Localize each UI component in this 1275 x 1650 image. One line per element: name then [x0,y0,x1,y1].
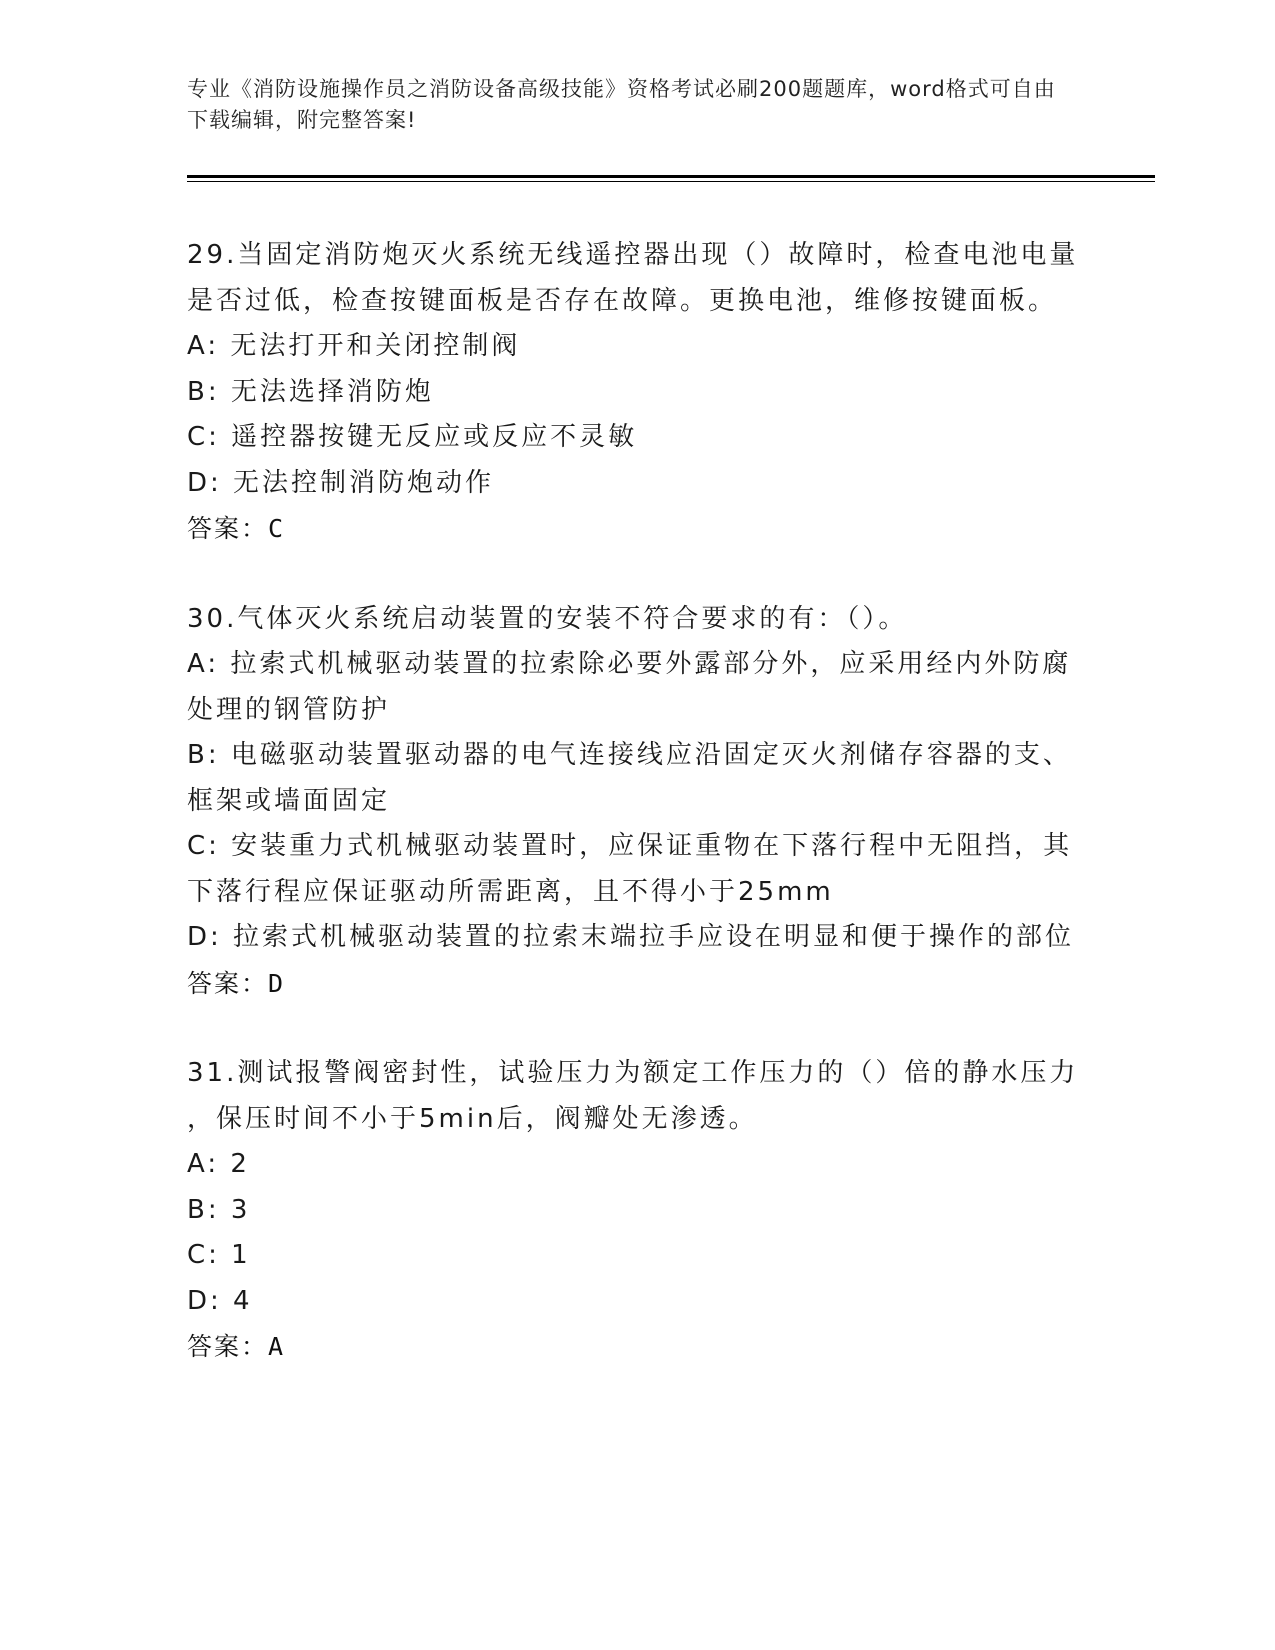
option-c: C: 遥控器按键无反应或反应不灵敏 [187,422,638,452]
question-text-line: 29.当固定消防炮灭火系统无线遥控器出现（）故障时，检查电池电量 [187,240,1079,270]
option-a: A: 拉索式机械驱动装置的拉索除必要外露部分外，应采用经内外防腐 [187,649,1072,679]
answer-value: A [268,1332,284,1361]
question-text-line: 31.测试报警阀密封性，试验压力为额定工作压力的（）倍的静水压力 [187,1058,1079,1088]
answer-label: 答案： [187,968,269,998]
option-a: A: 无法打开和关闭控制阀 [187,331,521,361]
answer-value: D [268,968,284,998]
option-c-continuation: 下落行程应保证驱动所需距离，且不得小于25mm [187,876,834,907]
question-text-line: 30.气体灭火系统启动装置的安装不符合要求的有：（）。 [187,603,908,634]
answer-line [187,1324,1087,1370]
option-a-continuation: 处理的钢管防护 [187,694,391,725]
question-31 [187,1051,1087,1370]
question-30 [187,597,1087,1007]
question-text-line: 是否过低，检查按键面板是否存在故障。更换电池，维修按键面板。 [187,285,1058,316]
option-c: C: 1 [187,1240,251,1270]
question-spacer [187,1006,1087,1051]
option-d: D: 拉索式机械驱动装置的拉索末端拉手应设在明显和便于操作的部位 [187,922,1075,952]
option-d: D: 无法控制消防炮动作 [187,467,495,498]
question-text-line: ，保压时间不小于5min后，阀瓣处无渗透。 [187,1103,758,1134]
question-spacer [187,552,1087,597]
option-b: B: 无法选择消防炮 [187,376,434,407]
header-divider-thick [187,175,1155,178]
answer-value: C [268,514,284,543]
answer-line [187,506,1087,552]
option-b-continuation: 框架或墙面固定 [187,785,391,816]
option-d: D: 4 [187,1285,253,1316]
option-a: A: 2 [187,1149,250,1179]
question-29 [187,233,1087,552]
document-header: 专业《消防设施操作员之消防设备高级技能》资格考试必刷200题题库，word格式可自由下载编辑，附完整答案! [187,77,1056,132]
option-c: C: 安装重力式机械驱动装置时，应保证重物在下落行程中无阻挡，其 [187,831,1073,861]
option-b: B: 电磁驱动装置驱动器的电气连接线应沿固定灭火剂储存容器的支、 [187,740,1072,770]
question-list [187,233,1087,1370]
answer-line [187,961,1087,1007]
header-divider-thin [187,181,1155,182]
answer-label: 答案： [187,1332,269,1361]
answer-label: 答案： [187,514,269,543]
option-b: B: 3 [187,1194,251,1225]
